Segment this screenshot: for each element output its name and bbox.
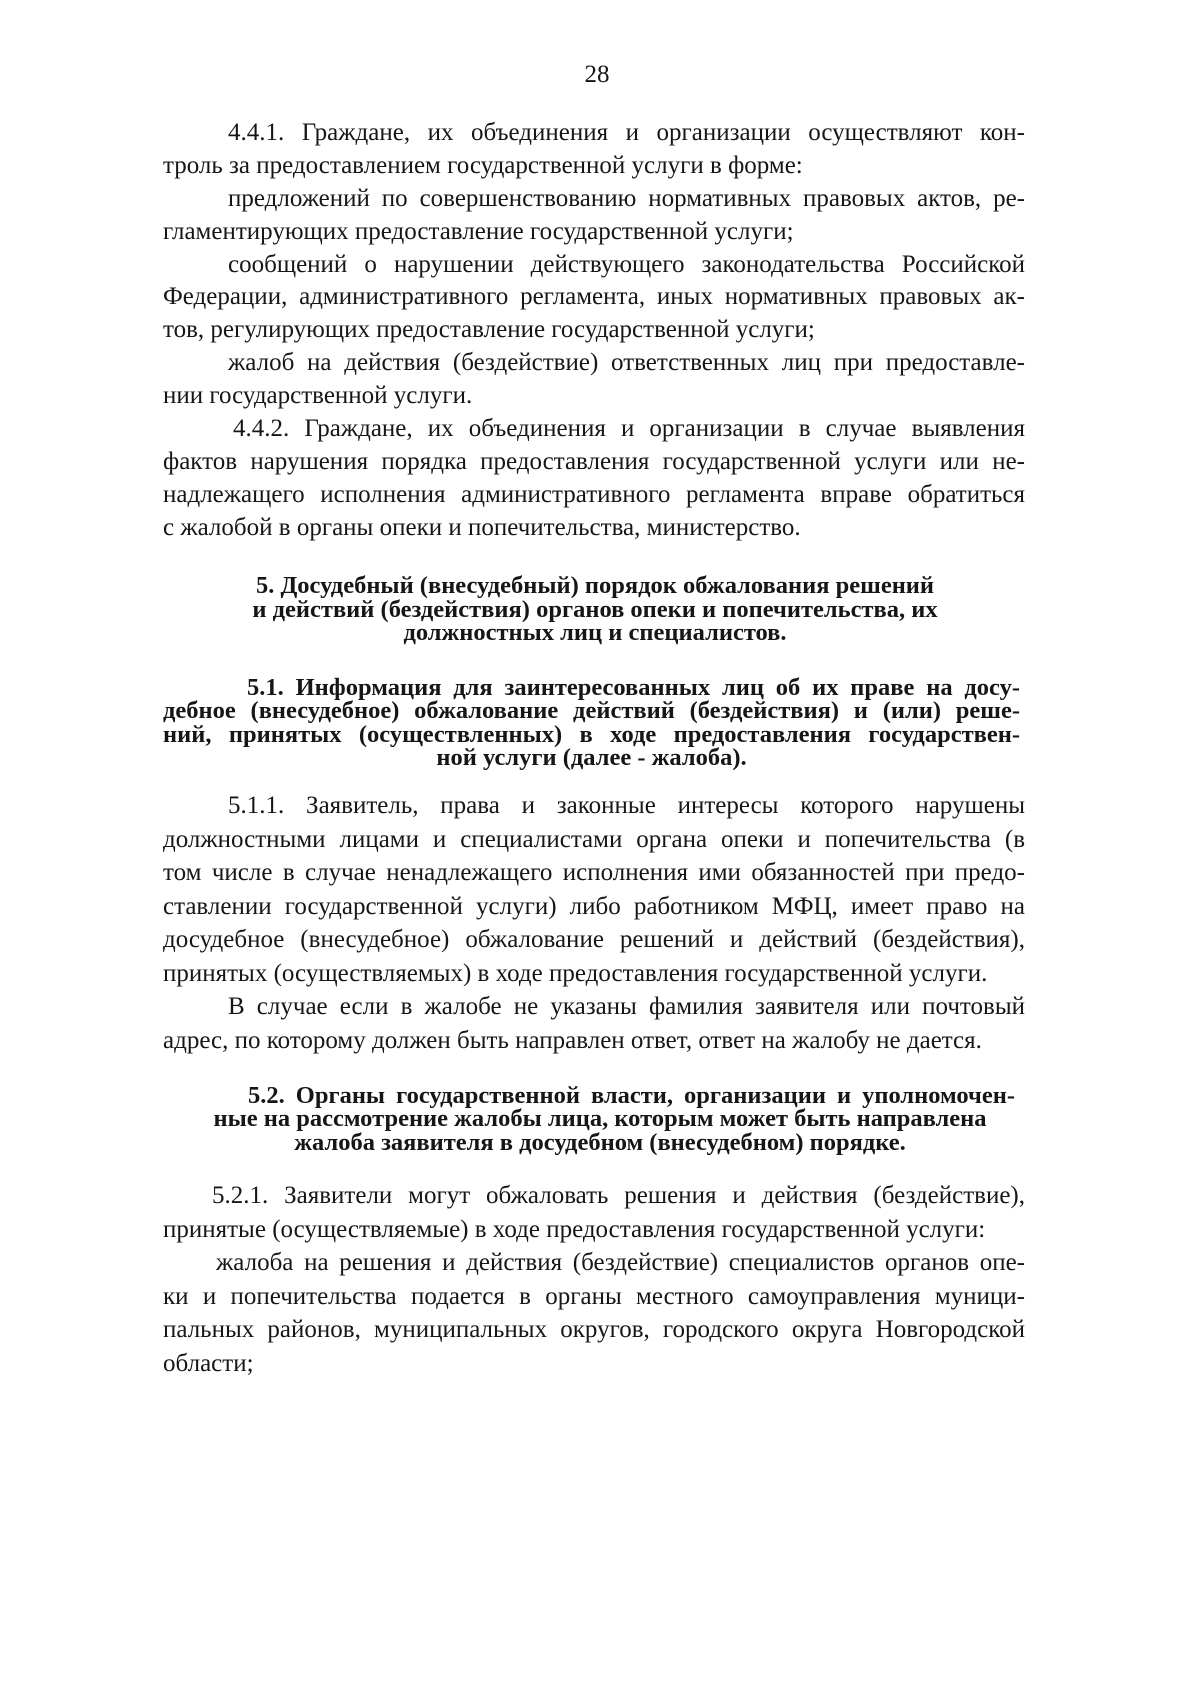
- section-5-1-text: [163, 789, 1025, 1057]
- text-line: сообщений о нарушении действующего законодательства Российской: [228, 250, 1025, 278]
- text-line: 4.4.1. Граждане, их объединения и организации осуществляют кон-: [228, 119, 1025, 146]
- heading-line: должностных лиц и специалистов.: [403, 619, 787, 646]
- heading-line: 5.1. Информация для заинтересованных лиц об их праве на досу-: [247, 674, 1020, 701]
- section-5-2-text: [163, 1179, 1025, 1381]
- paragraph-reports: [163, 249, 1025, 348]
- paragraph-complaints: [163, 347, 1025, 413]
- text-line: гламентирующих предоставление государственной услуги;: [163, 217, 794, 245]
- text-line: ки и попечительства подается в органы местного самоуправления муници-: [163, 1282, 1025, 1310]
- section-heading-5-2: [163, 1084, 1015, 1154]
- text-line: принятых (осуществляемых) в ходе предоставления государственной услуги.: [163, 959, 988, 987]
- heading-line: жалоба заявителя в досудебном (внесудебном) порядке.: [294, 1128, 906, 1156]
- text-line: Федерации, административного регламента, иных нормативных правовых ак-: [163, 283, 1025, 311]
- text-line: адрес, по которому должен быть направлен ответ, ответ на жалобу не дается.: [163, 1026, 982, 1054]
- section-heading-5-1: [163, 676, 1020, 769]
- text-line: том числе в случае ненадлежащего исполнения ими обязанностей при предо-: [163, 859, 1025, 886]
- paragraph-no-address: [163, 990, 1025, 1057]
- paragraph-4-4-2: [163, 413, 1025, 545]
- text-line: жалоба на решения и действия (бездействие) специалистов органов опе-: [216, 1249, 1025, 1277]
- text-line: принятые (осуществляемые) в ходе предоставления государственной услуги:: [163, 1215, 986, 1243]
- paragraph-proposals: [163, 183, 1025, 249]
- paragraph-4-4-1: [163, 117, 1025, 183]
- section-4-4-text: [163, 117, 1025, 545]
- paragraph-5-1-1: [163, 789, 1025, 990]
- text-line: предложений по совершенствованию нормативных правовых актов, ре-: [228, 184, 1025, 212]
- heading-line: 5. Досудебный (внесудебный) порядок обжалования решений: [255, 572, 935, 599]
- heading-line: и действий (бездействия) органов опеки и попечительства, их: [252, 595, 938, 623]
- text-line: пальных районов, муниципальных округов, городского округа Новгородской: [163, 1316, 1025, 1344]
- text-line: с жалобой в органы опеки и попечительства, министерство.: [163, 513, 801, 541]
- paragraph-5-2-1: [163, 1179, 1025, 1246]
- page-number: 28: [584, 61, 610, 88]
- heading-line: дебное (внесудебное) обжалование действий (бездействия) и (или) реше-: [163, 697, 1020, 725]
- paragraph-complaint-filing: [163, 1246, 1025, 1380]
- text-line: надлежащего исполнения административного регламента вправе обратиться: [163, 480, 1025, 508]
- text-line: троль за предоставлением государственной услуги в форме:: [163, 151, 803, 179]
- text-line: тов, регулирующих предоставление государственной услуги;: [163, 316, 815, 344]
- text-line: досудебное (внесудебное) обжалование решений и действий (бездействия),: [163, 926, 1025, 953]
- text-line: нии государственной услуги.: [163, 382, 473, 410]
- heading-line: 5.2. Органы государственной власти, организации и уполномочен-: [248, 1082, 1015, 1109]
- section-heading-5: [163, 574, 1027, 645]
- text-line: области;: [163, 1349, 254, 1377]
- text-line: должностными лицами и специалистами органа опеки и попечительства (в: [163, 825, 1025, 853]
- text-line: В случае если в жалобе не указаны фамилия заявителя или почтовый: [228, 993, 1025, 1020]
- heading-line: ной услуги (далее - жалоба).: [436, 743, 747, 771]
- heading-line: ные на рассмотрение жалобы лица, которым может быть направлена: [213, 1105, 987, 1133]
- text-line: 5.2.1. Заявители могут обжаловать решения и действия (бездействие),: [212, 1182, 1025, 1209]
- heading-line: ний, принятых (осуществленных) в ходе предоставления государствен-: [163, 720, 1020, 748]
- text-line: фактов нарушения порядка предоставления государственной услуги или не-: [163, 447, 1025, 475]
- text-line: жалоб на действия (бездействие) ответственных лиц при предоставле-: [228, 349, 1025, 377]
- text-line: ставлении государственной услуги) либо работником МФЦ, имеет право на: [163, 892, 1025, 920]
- text-line: 5.1.1. Заявитель, права и законные интересы которого нарушены: [228, 792, 1025, 819]
- text-line: 4.4.2. Граждане, их объединения и организации в случае выявления: [233, 415, 1025, 443]
